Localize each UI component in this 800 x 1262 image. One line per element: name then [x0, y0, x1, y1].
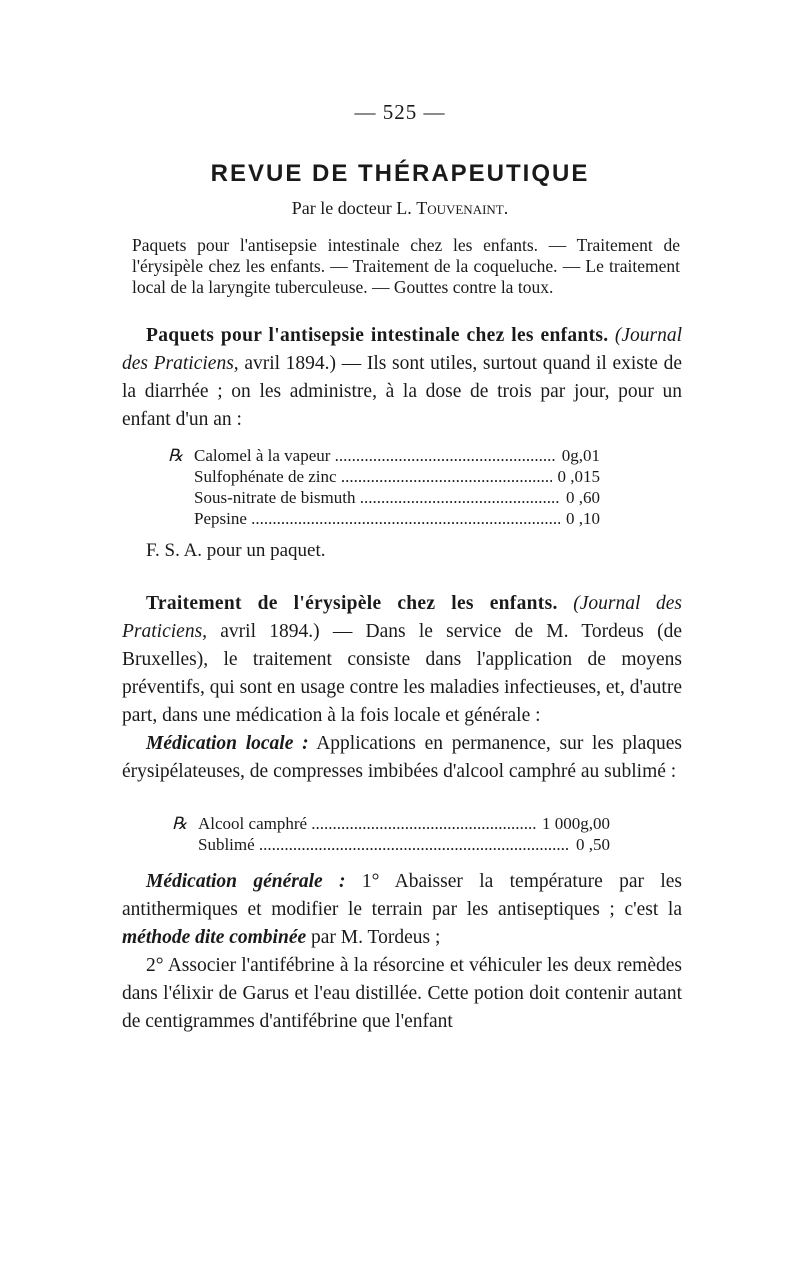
- section-text: avril 1894.) — Dans le service de M. Tordeus (de Bruxelles), le traitement consiste dans l'application de moyens préventifs, qui sont en usage contre les maladies infectieuses, et, d'autre part, dans une médication à la fois locale et générale :: [122, 621, 682, 726]
- methode-label: méthode dite combinée: [122, 927, 307, 948]
- prescription-antisepsie: [168, 445, 600, 529]
- recipe-symbol: [168, 508, 194, 529]
- prescription-row: [168, 466, 600, 487]
- fsa-note: F. S. A. pour un paquet.: [146, 540, 326, 561]
- ingredient-name: Sous-nitrate de bismuth .....: [194, 487, 560, 508]
- ingredient-quantity: 1 000g,00: [542, 814, 610, 833]
- byline-author: Touvenaint.: [416, 198, 509, 218]
- point-2: 2° Associer l'antifébrine à la résorcine et véhiculer les deux remèdes dans l'élixir de Garus et l'eau distillée. Cette potion doit contenir autant de centigrammes d'antifébrine que l'enfant: [122, 955, 682, 1032]
- medication-locale-text: Applications en permanence, sur les plaques érysipélateuses, de compresses imbibées d'alcool camphré au sublimé :: [122, 733, 682, 782]
- page-title: REVUE DE THÉRAPEUTIQUE: [210, 160, 590, 187]
- summary-paragraph: Paquets pour l'antisepsie intestinale chez les enfants. — Traitement de l'érysipèle chez les enfants. — Traitement de la coqueluche. — Le traitement local de la laryngite tuberculeuse. — Gouttes contre la toux.: [132, 235, 680, 297]
- recipe-symbol: [168, 487, 194, 508]
- section-source: (Journal des Praticiens,: [122, 325, 682, 374]
- medication-generale-label: Médication générale :: [146, 871, 346, 892]
- ingredient-quantity: 0 ,50: [576, 835, 610, 854]
- medication-locale-label: Médication locale :: [146, 733, 309, 754]
- ingredient-quantity: 0g,01: [561, 446, 600, 465]
- recipe-icon: ℞: [168, 446, 184, 465]
- recipe-icon: ℞: [172, 814, 188, 833]
- medication-generale-text: 1° Abaisser la température par les antithermiques et modifier le terrain par les antiseptiques ; c'est la: [122, 871, 682, 920]
- ingredient-quantity: 0 ,60: [566, 488, 600, 507]
- medication-generale-text-end: par M. Tordeus ;: [306, 927, 441, 948]
- recipe-symbol: [168, 466, 194, 487]
- prescription-erysipele: [172, 813, 610, 855]
- recipe-symbol: [172, 834, 198, 855]
- ingredient-name: Alcool camphré .....: [198, 813, 536, 834]
- section-source: (Journal des Praticiens,: [122, 593, 682, 642]
- ingredient-name: Calomel à la vapeur .....: [194, 445, 556, 466]
- section-heading: Paquets pour l'antisepsie intestinale chez les enfants.: [146, 325, 609, 346]
- ingredient-quantity: 0 ,10: [566, 509, 600, 528]
- ingredient-quantity: 0 ,015: [557, 467, 600, 486]
- prescription-row: [168, 487, 600, 508]
- ingredient-name: Sulfophénate de zinc .....: [194, 466, 552, 487]
- prescription-row: [172, 834, 610, 855]
- section-erysipele: [122, 590, 682, 786]
- byline-prefix: Par le docteur L.: [291, 198, 417, 218]
- section-antisepsie: [122, 322, 682, 434]
- section-medication-generale: [122, 868, 682, 1036]
- prescription-row: [168, 508, 600, 529]
- byline: [0, 198, 800, 219]
- prescription-row: [168, 445, 600, 466]
- section-heading: Traitement de l'érysipèle chez les enfants.: [146, 593, 558, 614]
- ingredient-name: Sublimé .....: [198, 834, 570, 855]
- page-number: — 525 —: [354, 100, 446, 124]
- ingredient-name: Pepsine .....: [194, 508, 560, 529]
- section-text: avril 1894.) — Ils sont utiles, surtout quand il existe de la diarrhée ; on les administre, à la dose de trois par jour, pour un enfant d'un an :: [122, 353, 682, 430]
- prescription-row: [172, 813, 610, 834]
